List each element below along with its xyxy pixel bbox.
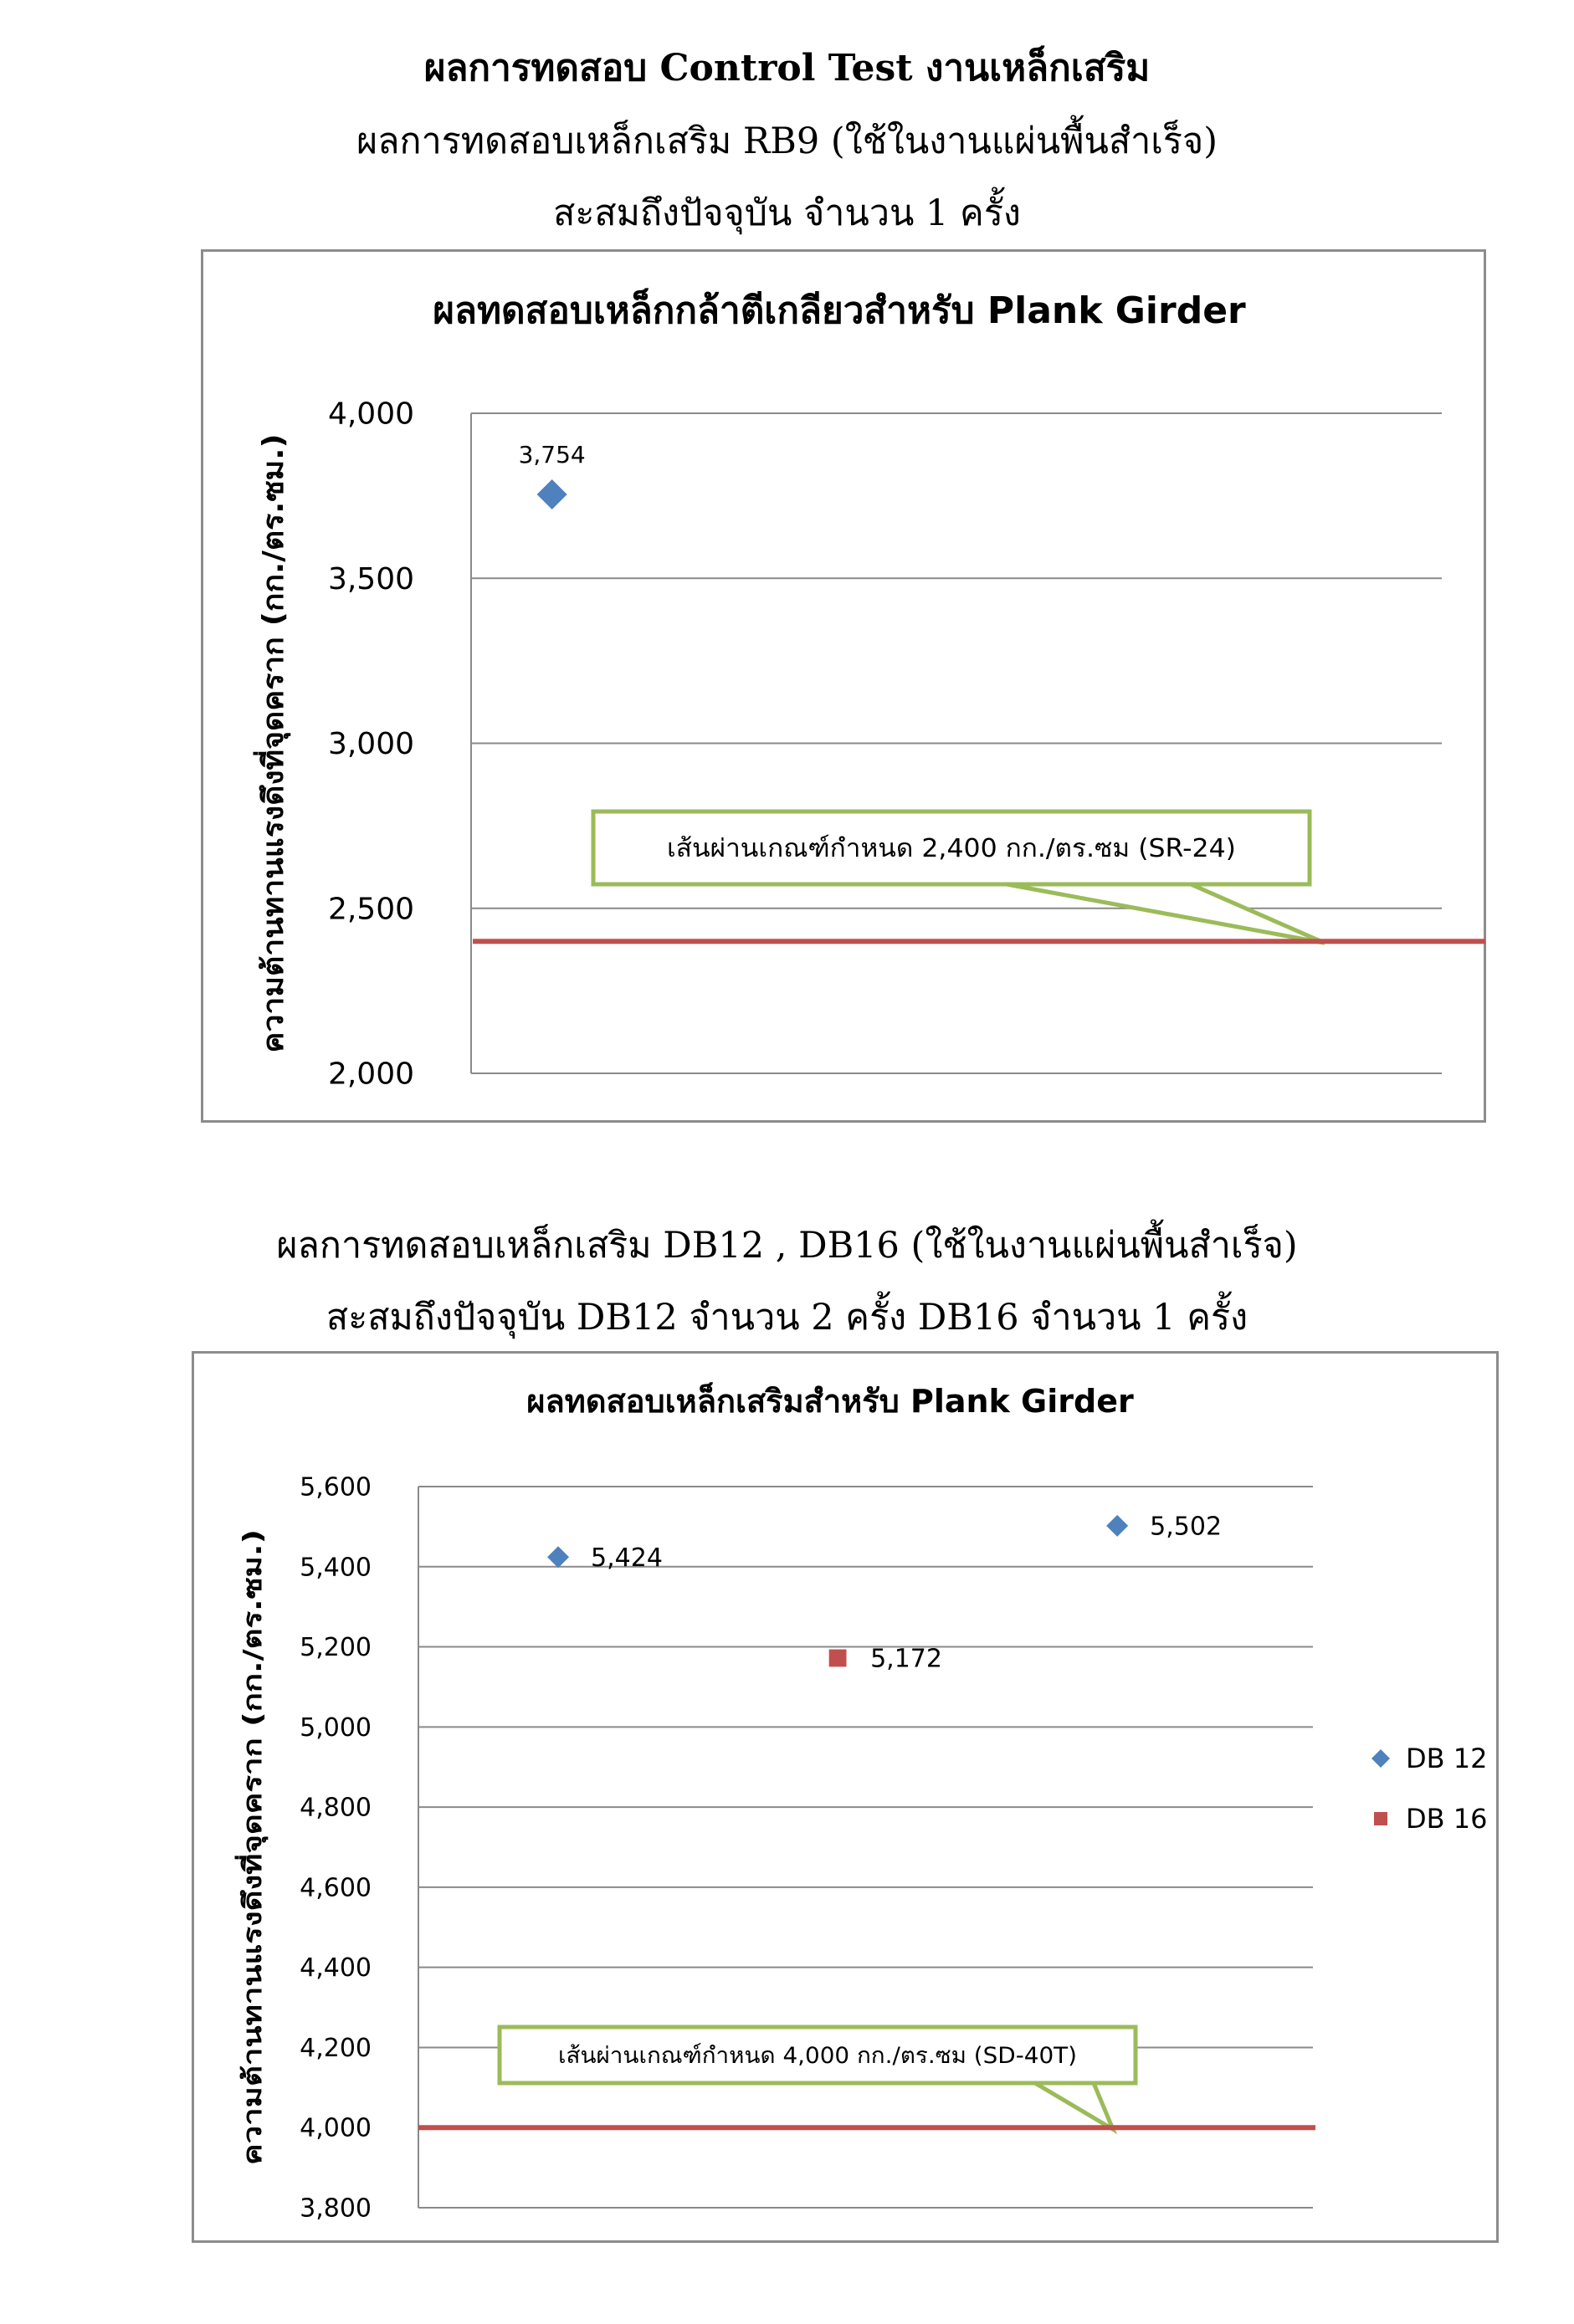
chart-title: ผลทดสอบเหล็กกล้าตีเกลียวสำหรับ Plank Girder (433, 289, 1246, 332)
y-tick-label: 5,200 (300, 1633, 372, 1663)
data-point (1106, 1515, 1128, 1537)
section1-subtitle: ผลการทดสอบเหล็กเสริม RB9 (ใช้ในงานแผ่นพื้นสำเร็จ) (356, 120, 1218, 162)
y-tick-label: 5,000 (300, 1712, 372, 1743)
y-tick-label: 3,500 (327, 561, 414, 596)
threshold-callout (593, 811, 1325, 943)
y-tick-label: 4,000 (327, 397, 414, 432)
page-title: ผลการทดสอบ Control Test งานเหล็กเสริม (423, 47, 1151, 90)
legend-label: DB 12 (1406, 1743, 1488, 1774)
legend-marker (1374, 1812, 1387, 1825)
data-label: 5,502 (1150, 1512, 1223, 1542)
data-label: 5,424 (591, 1543, 663, 1573)
y-tick-label: 5,400 (300, 1553, 372, 1583)
y-axis-label: ความต้านทานแรงดึงที่จุดคราก (กก./ตร.ซม.) (257, 489, 290, 1053)
legend-marker (1371, 1749, 1390, 1768)
chart-rb9-svg (203, 252, 1484, 1120)
data-point (547, 1546, 569, 1568)
data-label: 3,754 (518, 441, 586, 469)
y-tick-label: 4,200 (300, 2033, 372, 2063)
chart-db12-db16 (192, 1351, 1499, 2243)
y-axis-label: ความต้านทานแรงดึงที่จุดคราก (กก./ตร.ซม.) (238, 1667, 268, 2165)
section2-subtitle: ผลการทดสอบเหล็กเสริม DB12 , DB16 (ใช้ในงานแผ่นพื้นสำเร็จ) (276, 1225, 1298, 1267)
legend-label: DB 16 (1406, 1803, 1488, 1835)
y-tick-label: 4,600 (300, 1873, 372, 1903)
section2-count: สะสมถึงปัจจุบัน DB12 จำนวน 2 ครั้ง DB16 จำนวน 1 ครั้ง (326, 1297, 1248, 1339)
chart-title: ผลทดสอบเหล็กเสริมสำหรับ Plank Girder (526, 1383, 1134, 1420)
section1-count: สะสมถึงปัจจุบัน จำนวน 1 ครั้ง (553, 192, 1021, 234)
y-tick-label: 4,000 (300, 2113, 372, 2143)
y-tick-label: 4,800 (300, 1793, 372, 1823)
y-tick-label: 4,400 (300, 1953, 372, 1984)
y-tick-label: 2,000 (327, 1057, 414, 1092)
threshold-label: เส้นผ่านเกณฑ์กำหนด 2,400 กก./ตร.ซม (SR-24) (667, 834, 1236, 863)
y-tick-label: 3,000 (327, 727, 414, 762)
y-tick-label: 2,500 (327, 892, 414, 927)
data-point (829, 1650, 847, 1667)
threshold-label: เส้นผ่านเกณฑ์กำหนด 4,000 กก./ตร.ซม (SD-40T) (558, 2042, 1062, 2069)
chart-db12-db16-svg (194, 1354, 1496, 2240)
y-tick-label: 5,600 (300, 1472, 372, 1502)
data-point (537, 479, 567, 509)
chart-rb9 (201, 249, 1486, 1123)
y-tick-label: 3,800 (300, 2193, 372, 2224)
data-label: 5,172 (870, 1644, 942, 1674)
